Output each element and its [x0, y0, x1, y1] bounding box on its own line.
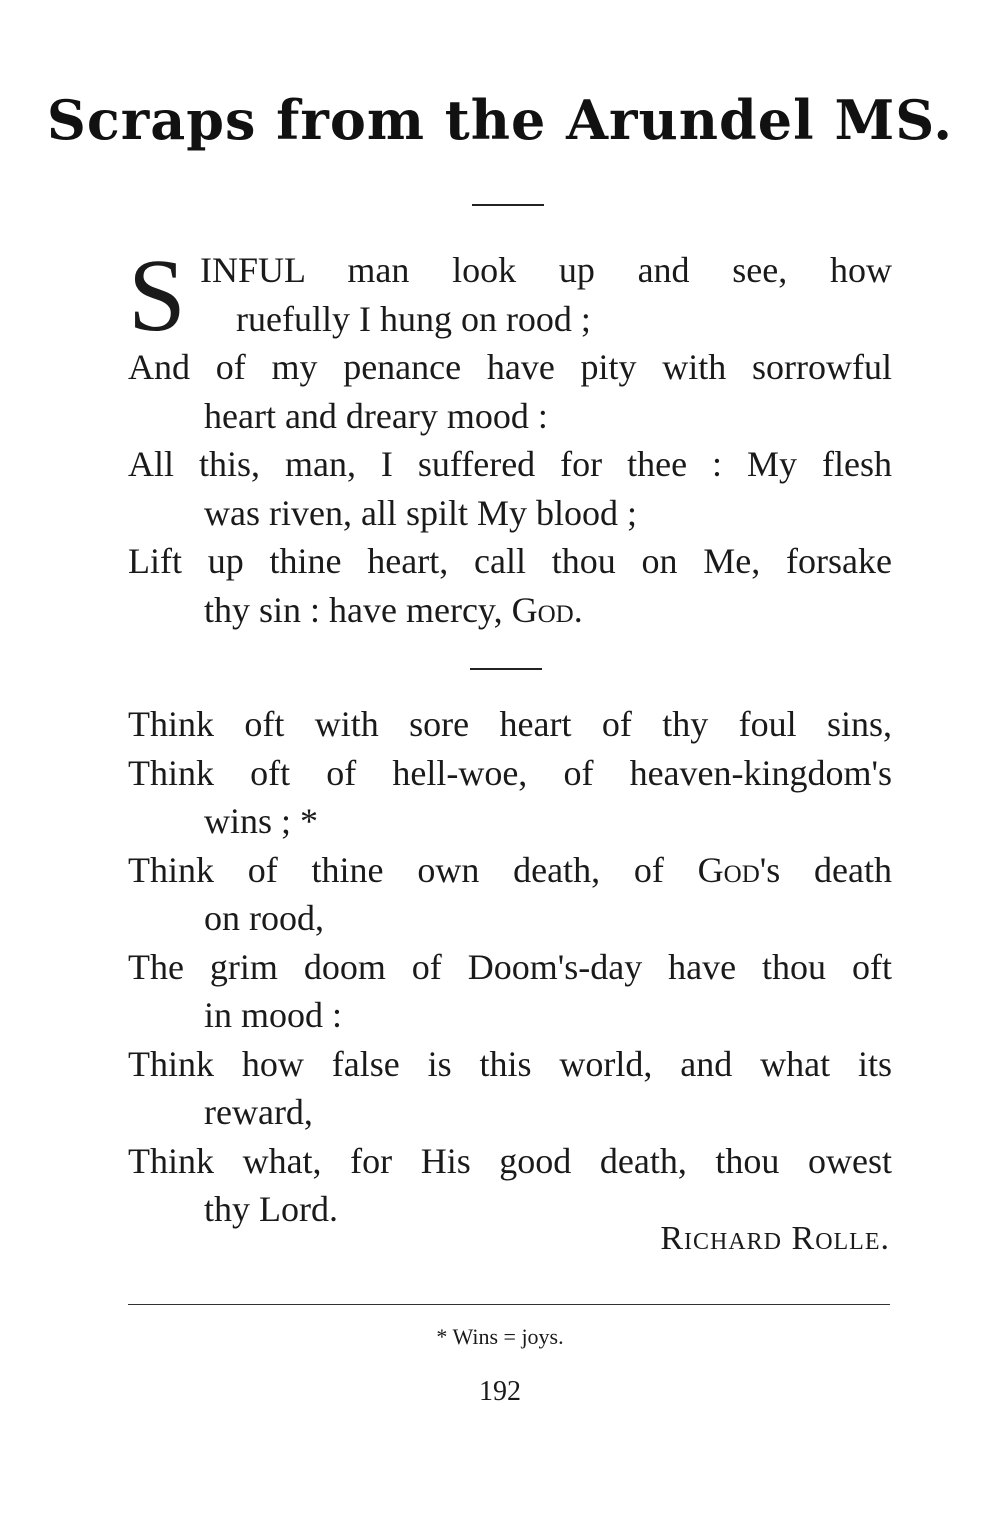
verse-line: Think oft with sore heart of thy foul sins, [128, 704, 892, 744]
drop-cap: S [128, 238, 186, 353]
verse-line: reward, [204, 1092, 313, 1132]
verse-line: was riven, all spilt My blood ; [204, 492, 637, 533]
footnote-rule [128, 1304, 890, 1305]
divine-name: God [511, 589, 574, 630]
verse-line: heart and dreary mood : [204, 395, 548, 436]
verse-line: ruefully I hung on rood ; [236, 298, 591, 339]
verse-line: Think how false is this world, and what its [128, 1043, 892, 1084]
divine-name: God [697, 849, 760, 890]
verse-line: All this, man, I suffered for thee : My flesh [128, 444, 892, 484]
author-attribution: Richard Rolle. [660, 1220, 890, 1257]
verse-line: Lift up thine heart, call thou on Me, forsake [128, 541, 892, 581]
verse-line: The grim doom of Doom's-day have thou oft [128, 946, 892, 987]
section-divider [470, 668, 542, 670]
verse-line: in mood : [204, 995, 343, 1035]
end-punctuation: . [573, 589, 583, 630]
verse-text: Think of thine own death, of [128, 849, 664, 890]
verse-line: INFUL man look up and see, how [200, 250, 892, 290]
first-stanza-opening [128, 238, 892, 353]
page-number: 192 [479, 1376, 521, 1407]
poem-think-oft [128, 700, 892, 1234]
verse-line-final [128, 586, 892, 635]
verse-line: wins ; * [204, 801, 319, 841]
verse-text: thy sin : have mercy, [204, 589, 503, 630]
poem-sinful-man [128, 238, 892, 634]
page-title: Scraps from the Arundel MS. [46, 88, 954, 152]
verse-text: 's death [759, 849, 892, 890]
section-divider [472, 204, 544, 206]
verse-line: Think oft of hell-woe, of heaven-kingdom's [128, 752, 892, 793]
verse-line-god [128, 846, 892, 895]
verse-line: on rood, [204, 898, 324, 938]
verse-line: thy Lord. [204, 1189, 338, 1229]
verse-line: And of my penance have pity with sorrowful [128, 347, 892, 387]
footnote: * Wins = joys. [436, 1324, 564, 1349]
verse-line: Think what, for His good death, thou owest [128, 1140, 892, 1181]
